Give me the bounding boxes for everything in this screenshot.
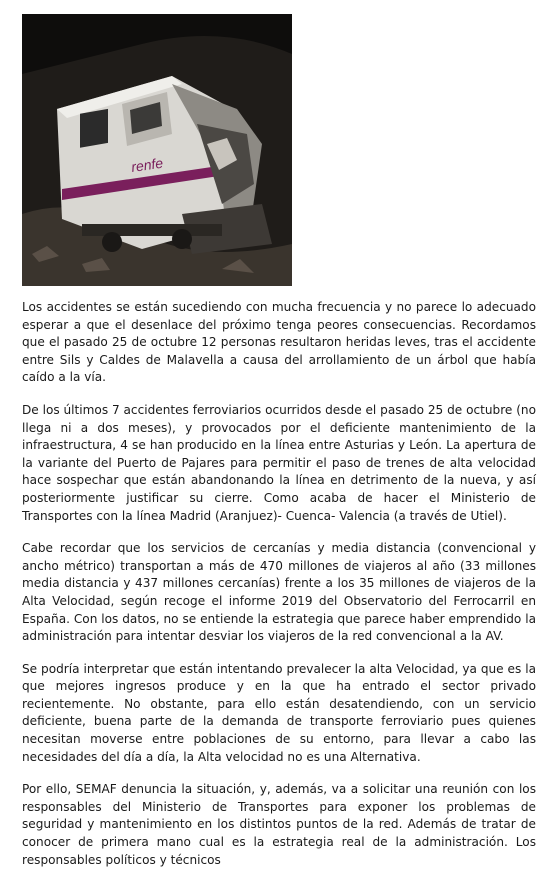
train-illustration [22,14,292,286]
article-body [22,299,536,884]
renfe-logo: renfe [130,154,165,175]
paragraph-4: Se podría interpretar que están intentando prevalecer la alta Velocidad, ya que es la que mejores ingresos produce y en la que ha entrado el sector privado recientemente. No obstante, para ello están desatendiendo, con un servicio deficiente, buena parte de la demanda de transporte ferroviario pues quienes necesitan moverse entre poblaciones de su entorno, para llevar a cabo las necesidades del día a día, la Alta velocidad no es una Alternativa. [22,661,536,764]
paragraph-2: De los últimos 7 accidentes ferroviarios ocurridos desde el pasado 25 de octubre (no llega ni a dos meses), y provocados por el deficiente mantenimiento de la infraestructura, 4 se han producido en la línea entre Asturias y León. La apertura de la variante del Puerto de Pajares para permitir el paso de trenes de alta velocidad hace sospechar que están abandonando la línea en detrimento de la nueva, y así posteriormente justificar su cierre. Como acaba de hacer el Ministerio de Transportes con la línea Madrid (Aranjuez)- Cuenca- Valencia (a través de Utiel). [22,402,536,523]
paragraph-1: Los accidentes se están sucediendo con mucha frecuencia y no parece lo adecuado esperar a que el desenlace del próximo tenga peores consecuencias. Recordamos que el pasado 25 de octubre 12 personas resultaron heridas leves, tras el accidente entre Sils y Caldes de Malavella a causa del arrollamiento de un árbol que había caído a la vía. [22,300,536,385]
paragraph-5: Por ello, SEMAF denuncia la situación, y, además, va a solicitar una reunión con los responsables del Ministerio de Transportes para exponer los problemas de seguridad y mantenimiento en los distintos puntos de la red. Además de tratar de conocer de primera mano cual es la estrategia real de la administración. Los responsables políticos y técnicos [22,782,536,867]
train-crash-photo [22,14,292,286]
paragraph-3: Cabe recordar que los servicios de cercanías y media distancia (convencional y ancho métrico) transportan a más de 470 millones de viajeros al año (33 millones media distancia y 437 millones cercanías) frente a los 35 millones de viajeros de la Alta Velocidad, según recoge el informe 2019 del Observatorio del Ferrocarril en España. Con los datos, no se entiende la estrategia que parece haber emprendido la administración para intentar desviar los viajeros de la red convencional a la AV. [22,541,536,644]
